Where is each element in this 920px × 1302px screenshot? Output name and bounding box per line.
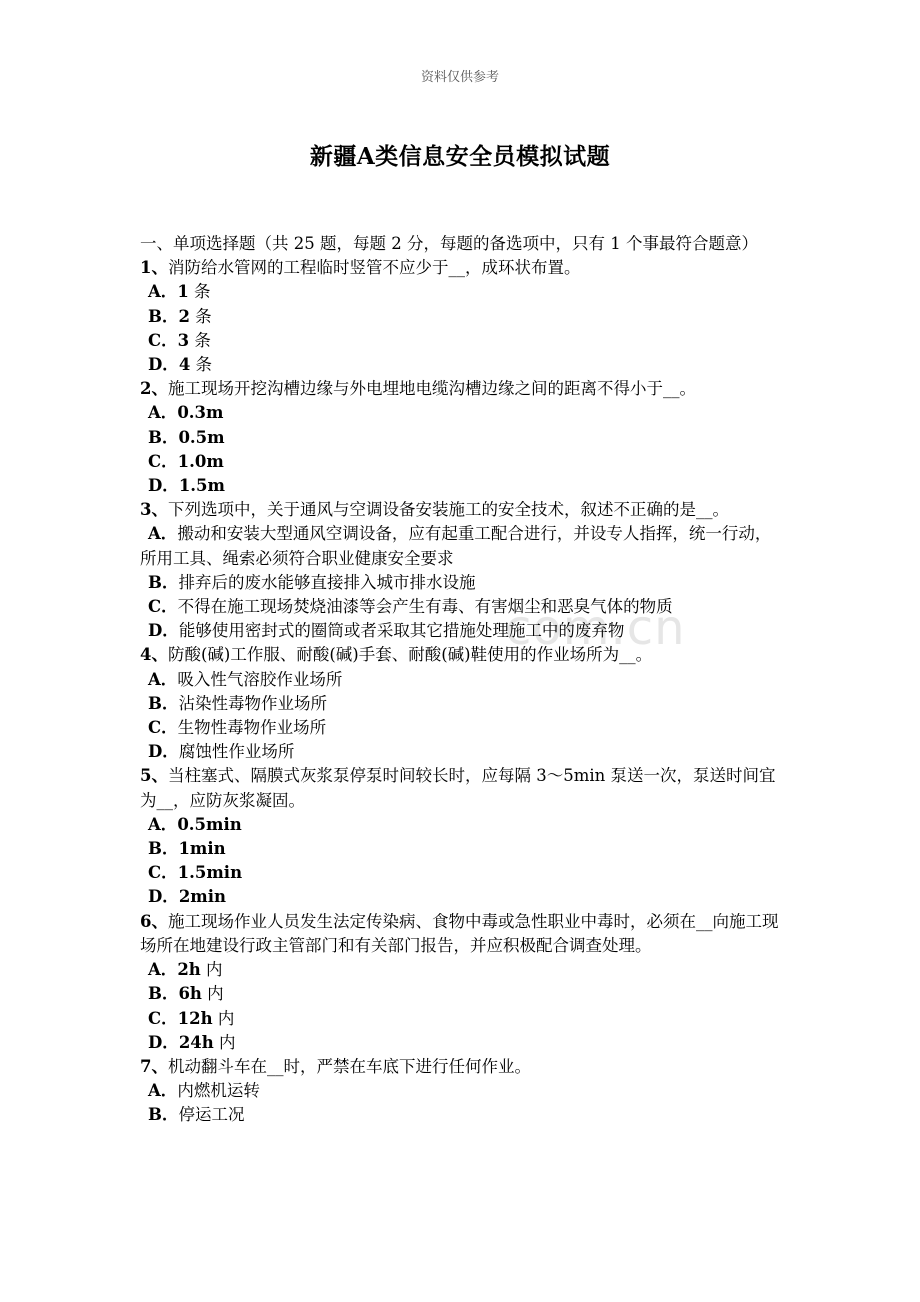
option-letter: C． bbox=[148, 597, 178, 617]
option-a bbox=[140, 958, 785, 982]
option-c bbox=[140, 450, 785, 474]
option-text: 6h 内 bbox=[178, 984, 224, 1004]
option-c bbox=[140, 595, 785, 619]
option-text: 3 条 bbox=[177, 330, 211, 350]
option-b bbox=[140, 305, 785, 329]
exam-content bbox=[140, 232, 785, 1128]
option-letter: A． bbox=[148, 669, 178, 689]
option-text: 1 条 bbox=[177, 282, 211, 302]
option-b bbox=[140, 982, 785, 1006]
question-text: 下列选项中，关于通风与空调设备安装施工的安全技术，叙述不正确的是__。 bbox=[167, 500, 729, 520]
option-d bbox=[140, 474, 785, 498]
option-text: 内燃机运转 bbox=[177, 1081, 260, 1101]
question-number: 3、 bbox=[140, 500, 168, 520]
option-letter: B． bbox=[148, 1105, 179, 1125]
option-text: 2h 内 bbox=[177, 960, 223, 980]
question-text: 防酸(碱)工作服、耐酸(碱)手套、耐酸(碱)鞋使用的作业场所为__。 bbox=[167, 645, 653, 665]
option-letter: C． bbox=[148, 451, 178, 471]
option-a bbox=[140, 668, 785, 692]
question-text: 施工现场作业人员发生法定传染病、食物中毒或急性职业中毒时，必须在__向施工现场所在地建设行政主管部门和有关部门报告，并应积极配合调查处理。 bbox=[140, 911, 779, 955]
option-letter: C． bbox=[148, 1008, 178, 1028]
question-text: 当柱塞式、隔膜式灰浆泵停泵时间较长时，应每隔 3～5min 泵送一次，泵送时间宜为__，应防灰浆凝固。 bbox=[140, 766, 776, 810]
option-c bbox=[140, 329, 785, 353]
question-1 bbox=[140, 256, 785, 280]
option-text: 24h 内 bbox=[178, 1032, 236, 1052]
question-4 bbox=[140, 643, 785, 667]
option-b bbox=[140, 692, 785, 716]
question-number: 4、 bbox=[140, 645, 168, 665]
option-b bbox=[140, 1103, 785, 1127]
option-d bbox=[140, 619, 785, 643]
question-3 bbox=[140, 498, 785, 522]
question-7 bbox=[140, 1055, 785, 1079]
option-text: 4 条 bbox=[178, 355, 213, 375]
option-text: 搬动和安装大型通风空调设备，应有起重工配合进行，并设专人指挥，统一行动，所用工具、绳索必须符合职业健康安全要求 bbox=[140, 524, 772, 568]
option-letter: D． bbox=[148, 887, 179, 907]
question-number: 1、 bbox=[140, 258, 168, 278]
option-text: 吸入性气溶胶作业场所 bbox=[177, 669, 343, 689]
question-text: 消防给水管网的工程临时竖管不应少于__，成环状布置。 bbox=[167, 258, 581, 278]
option-d bbox=[140, 353, 785, 377]
option-letter: C． bbox=[148, 718, 178, 738]
option-text: 1.0m bbox=[177, 451, 224, 471]
option-c bbox=[140, 1007, 785, 1031]
question-2 bbox=[140, 377, 785, 401]
question-number: 7、 bbox=[140, 1056, 168, 1076]
option-letter: D． bbox=[148, 742, 179, 762]
option-a bbox=[140, 401, 785, 425]
option-letter: A． bbox=[148, 524, 178, 544]
question-text: 施工现场开挖沟槽边缘与外电埋地电缆沟槽边缘之间的距离不得小于__。 bbox=[167, 379, 696, 399]
option-a bbox=[140, 1079, 785, 1103]
option-letter: B． bbox=[148, 839, 179, 859]
option-letter: B． bbox=[148, 427, 179, 447]
question-number: 6、 bbox=[140, 911, 168, 931]
option-text: 0.3m bbox=[177, 403, 224, 423]
question-5 bbox=[140, 764, 785, 812]
option-text: 停运工况 bbox=[178, 1105, 245, 1125]
option-letter: B． bbox=[148, 306, 179, 326]
question-list bbox=[140, 256, 785, 1127]
option-letter: A． bbox=[148, 814, 178, 834]
option-letter: D． bbox=[148, 1032, 179, 1052]
option-text: 不得在施工现场焚烧油漆等会产生有毒、有害烟尘和恶臭气体的物质 bbox=[177, 597, 673, 617]
option-text: 1min bbox=[178, 839, 226, 859]
option-c bbox=[140, 716, 785, 740]
option-text: 2 条 bbox=[178, 306, 212, 326]
watermark: com.cn bbox=[505, 600, 686, 656]
option-d bbox=[140, 740, 785, 764]
option-b bbox=[140, 571, 785, 595]
option-letter: D． bbox=[148, 355, 179, 375]
option-b bbox=[140, 426, 785, 450]
option-letter: C． bbox=[148, 863, 178, 883]
option-a bbox=[140, 522, 785, 570]
option-c bbox=[140, 861, 785, 885]
option-text: 沾染性毒物作业场所 bbox=[178, 693, 327, 713]
option-letter: B． bbox=[148, 984, 179, 1004]
question-6 bbox=[140, 910, 785, 958]
question-text: 机动翻斗车在__时，严禁在车底下进行任何作业。 bbox=[167, 1056, 531, 1076]
option-text: 腐蚀性作业场所 bbox=[178, 742, 295, 762]
header-note: 资料仅供参考 bbox=[420, 70, 499, 85]
option-letter: A． bbox=[148, 1081, 178, 1101]
option-letter: B． bbox=[148, 572, 179, 592]
option-b bbox=[140, 837, 785, 861]
option-text: 0.5m bbox=[178, 427, 225, 447]
option-letter: A． bbox=[148, 282, 178, 302]
section-heading: 一、单项选择题（共 25 题，每题 2 分，每题的备选项中，只有 1 个事最符合题意） bbox=[140, 234, 758, 253]
question-number: 2、 bbox=[140, 379, 168, 399]
option-text: 12h 内 bbox=[177, 1008, 235, 1028]
question-number: 5、 bbox=[140, 766, 168, 786]
option-letter: D． bbox=[148, 476, 179, 496]
option-a bbox=[140, 280, 785, 304]
option-letter: C． bbox=[148, 330, 178, 350]
option-d bbox=[140, 1031, 785, 1055]
option-a bbox=[140, 813, 785, 837]
option-text: 0.5min bbox=[177, 814, 242, 834]
option-text: 1.5m bbox=[178, 476, 225, 496]
option-letter: A． bbox=[148, 960, 178, 980]
option-text: 2min bbox=[178, 887, 227, 907]
option-d bbox=[140, 885, 785, 909]
option-letter: A． bbox=[148, 403, 178, 423]
option-text: 生物性毒物作业场所 bbox=[177, 718, 327, 738]
option-letter: D． bbox=[148, 621, 179, 641]
page-title: 新疆A类信息安全员模拟试题 bbox=[309, 143, 611, 170]
option-letter: B． bbox=[148, 693, 179, 713]
option-text: 能够使用密封式的圈筒或者采取其它措施处理施工中的废弃物 bbox=[178, 621, 625, 641]
option-text: 排弃后的废水能够直接排入城市排水设施 bbox=[178, 572, 476, 592]
option-text: 1.5min bbox=[177, 863, 243, 883]
